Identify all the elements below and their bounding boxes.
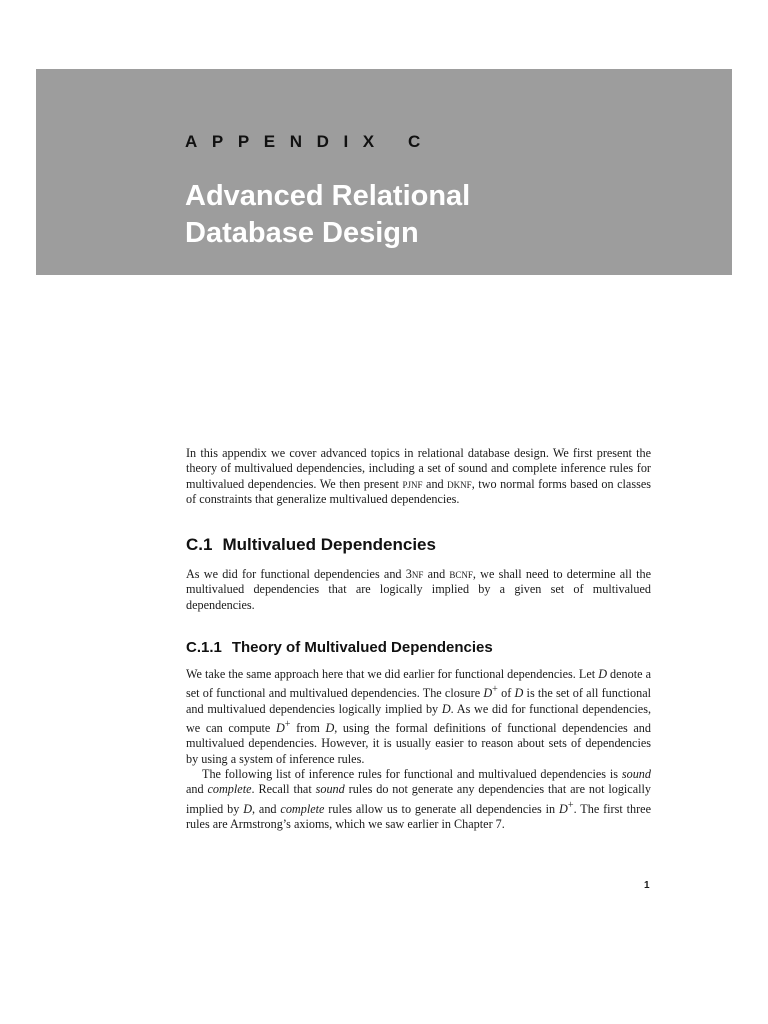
chapter-title-line-1: Advanced Relational <box>185 180 471 212</box>
section-title: Multivalued Dependencies <box>222 535 436 555</box>
subsection-paragraph-1: We take the same approach here that we did earlier for functional dependencies. Let D denote a set of functional and multivalued dependencies. The closure D+ of D is the set of all functional and multivalued dependencies logically implied by D. As we did for functional dependencies, we can compute D+ from D, using the formal definitions of functional dependencies and multivalued dependencies. However, it is usually easier to reason about sets of dependencies by using a system of inference rules. <box>186 667 652 766</box>
intro-paragraph: In this appendix we cover advanced topics in relational database design. We first present the theory of multivalued dependencies, including a set of sound and complete inference rules for multivalued dependencies. We then present pjnf and dknf, two normal forms based on classes of constraints that generalize multivalued dependencies. <box>186 446 651 506</box>
page-number: 1 <box>644 880 650 891</box>
chapter-title-line-2: Database Design <box>185 217 419 249</box>
appendix-label: APPENDIX C <box>185 132 435 151</box>
section-heading <box>186 535 651 555</box>
subsection-number: C.1.1 <box>186 639 222 657</box>
subsection-heading <box>186 639 651 656</box>
main-content <box>186 446 651 832</box>
section-number: C.1 <box>186 535 213 555</box>
subsection-paragraph-2: The following list of inference rules for functional and multivalued dependencies is sound and complete. Recall that sound rules do not generate any dependencies that are not logically implied by D, and complete rules allow us to generate all dependencies in D+. The first three rules are Armstrong’s axioms, which we saw earlier in Chapter 7. <box>186 766 651 831</box>
section-paragraph: As we did for functional dependencies and 3nf and bcnf, we shall need to determine all the multivalued dependencies that are logically implied by a given set of multivalued dependencies. <box>186 567 651 612</box>
subsection-title: Theory of Multivalued Dependencies <box>231 639 493 657</box>
chapter-banner <box>36 69 732 275</box>
chapter-title <box>185 178 470 252</box>
